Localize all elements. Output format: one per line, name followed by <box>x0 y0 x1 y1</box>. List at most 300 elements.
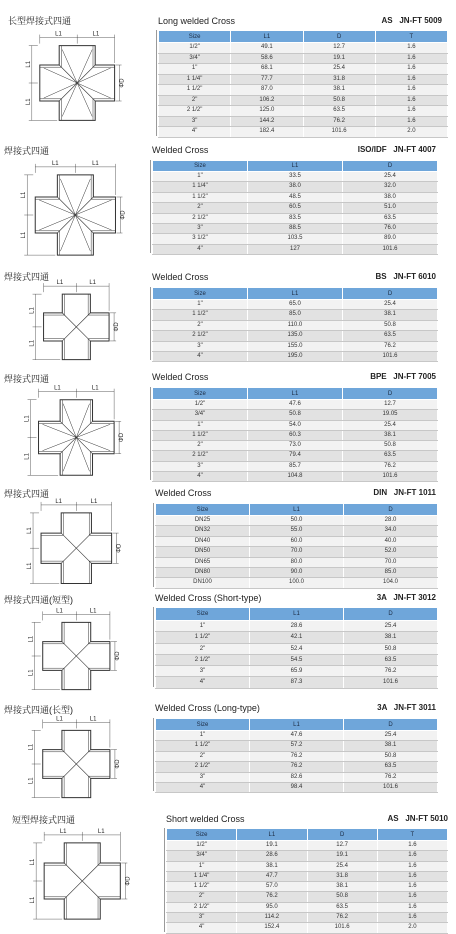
table-cell: 101.6 <box>303 127 375 138</box>
table-cell: 152.4 <box>237 923 307 933</box>
cross-drawing <box>16 280 132 362</box>
english-title: Welded Cross <box>152 372 209 382</box>
dimension-l1-label: L1 <box>51 160 59 167</box>
table-cell: 76.0 <box>343 224 438 234</box>
dimension-l1-label: L1 <box>55 498 63 505</box>
technical-drawing <box>24 826 136 926</box>
table-cell: 3" <box>159 116 231 127</box>
table-cell: 3" <box>153 224 248 234</box>
column-header: D <box>343 161 438 172</box>
standard-code: ISO/IDF JN-FT 4007 <box>357 145 436 154</box>
table-cell: 2" <box>156 643 250 654</box>
table-cell: 4" <box>153 244 248 254</box>
table-cell: 73.0 <box>248 441 343 451</box>
table-cell: 110.0 <box>248 320 343 330</box>
table-cell: 2 1/2" <box>159 106 231 117</box>
dimension-l1-label: L1 <box>29 307 36 314</box>
table-cell: 54.5 <box>250 654 344 665</box>
dimension-l1-label: L1 <box>28 777 35 785</box>
table-cell: 49.1 <box>231 43 303 54</box>
table-row <box>156 762 438 772</box>
column-header: L1 <box>250 504 344 516</box>
table-cell: 1.6 <box>375 85 447 96</box>
table-cell: 77.7 <box>231 74 303 85</box>
dimension-l1-label: L1 <box>30 896 37 904</box>
table-cell: 19.05 <box>343 410 438 420</box>
cross-drawing <box>14 160 132 260</box>
dimension-l1-label: L1 <box>27 562 34 570</box>
technical-drawing <box>16 280 132 362</box>
table-cell: 1.6 <box>375 64 447 75</box>
table-row <box>156 536 438 546</box>
table-cell: 101.6 <box>307 923 377 933</box>
table-row <box>153 331 438 341</box>
table-cell: 33.5 <box>248 172 343 182</box>
dimension-d-label: ΦD <box>114 651 121 661</box>
table-cell: 38.1 <box>343 430 438 440</box>
table-cell: 2 1/2" <box>153 331 248 341</box>
table-cell: 32.0 <box>343 182 438 192</box>
table-cell: 25.4 <box>307 861 377 871</box>
table-cell: 31.8 <box>307 871 377 881</box>
dimension-l1-label: L1 <box>25 98 32 106</box>
dimension-l1-label: L1 <box>89 608 97 615</box>
section-divider <box>153 718 154 791</box>
table-row <box>159 53 448 64</box>
english-title: Welded Cross (Long-type) <box>155 703 260 713</box>
table-row <box>167 902 448 912</box>
table-cell: 63.5 <box>343 331 438 341</box>
chinese-title: 焊接式四通(短型) <box>4 595 73 605</box>
table-cell: 4" <box>153 472 248 482</box>
column-header: L1 <box>248 288 343 300</box>
table-cell: 3" <box>156 772 250 782</box>
table-cell: 114.2 <box>237 913 307 923</box>
dimension-l1-label: L1 <box>55 31 62 38</box>
column-header: D <box>344 719 438 731</box>
column-header: Size <box>156 608 250 621</box>
spec-table <box>155 607 438 689</box>
table-row <box>153 310 438 320</box>
table-cell: 38.1 <box>307 882 377 892</box>
english-title: Long welded Cross <box>158 16 236 26</box>
table-cell: 2" <box>159 95 231 106</box>
table-cell: 1 1/2" <box>156 632 250 643</box>
dimension-l1-label: L1 <box>56 716 63 723</box>
table-cell: 104.8 <box>248 472 343 482</box>
chinese-title: 焊接式四通 <box>4 146 50 156</box>
table-row <box>159 43 448 54</box>
table-cell: 19.1 <box>237 841 307 851</box>
table-cell: 1/2" <box>159 43 231 54</box>
table-row <box>153 213 438 223</box>
table-cell: 125.0 <box>231 106 303 117</box>
table-cell: 76.2 <box>344 772 438 782</box>
column-header: D <box>307 829 377 841</box>
table-cell: 25.4 <box>344 731 438 741</box>
table-row <box>153 244 438 254</box>
table-cell: 1 1/4" <box>159 74 231 85</box>
table-row <box>153 172 438 182</box>
table-cell: 3/4" <box>153 410 248 420</box>
technical-drawing <box>16 608 132 692</box>
standard-code: 3A JN-FT 3011 <box>377 703 436 712</box>
column-header: Size <box>159 31 231 43</box>
dimension-d-label: ΦD <box>114 759 121 769</box>
table-cell: 195.0 <box>248 352 343 362</box>
table-cell: 76.2 <box>237 892 307 902</box>
table-cell: 12.7 <box>307 841 377 851</box>
dimension-l1-label: L1 <box>54 385 61 392</box>
table-cell: 1" <box>167 861 237 871</box>
table-row <box>156 643 438 654</box>
table-cell: 2" <box>153 441 248 451</box>
table-cell: 50.8 <box>343 320 438 330</box>
table-cell: 106.2 <box>231 95 303 106</box>
table-cell: 65.0 <box>248 300 343 310</box>
dimension-l1-label: L1 <box>24 453 31 460</box>
table-row <box>156 731 438 741</box>
table-cell: 38.1 <box>344 741 438 751</box>
table-cell: 1 1/4" <box>167 871 237 881</box>
table-row <box>156 568 438 578</box>
table-cell: 1" <box>153 420 248 430</box>
table-cell: 1.6 <box>375 95 447 106</box>
table-cell: 4" <box>156 783 250 793</box>
table-cell: 38.1 <box>343 310 438 320</box>
table-cell: 88.5 <box>248 224 343 234</box>
chinese-title: 焊接式四通(长型) <box>4 705 73 715</box>
table-cell: 50.8 <box>344 751 438 761</box>
table-cell: 89.0 <box>343 234 438 244</box>
spec-table <box>166 828 448 934</box>
table-cell: DN40 <box>156 536 250 546</box>
spec-table <box>152 387 438 482</box>
column-header: T <box>377 829 447 841</box>
technical-drawing <box>16 716 132 800</box>
cross-drawing <box>16 608 132 692</box>
section-divider <box>150 287 151 360</box>
column-header: L1 <box>248 161 343 172</box>
column-header: L1 <box>250 608 344 621</box>
table-cell: 76.2 <box>303 116 375 127</box>
table-cell: 4" <box>156 677 250 688</box>
table-cell: 1 1/2" <box>153 430 248 440</box>
table-cell: 60.5 <box>248 203 343 213</box>
dimension-l1-label: L1 <box>24 415 31 422</box>
table-row <box>153 192 438 202</box>
table-cell: 34.0 <box>344 526 438 536</box>
dimension-l1-label: L1 <box>28 635 35 643</box>
dimension-l1-label: L1 <box>59 828 67 835</box>
cross-drawing <box>24 826 136 926</box>
section-divider <box>164 828 165 932</box>
table-cell: 1.6 <box>377 851 447 861</box>
table-row <box>153 182 438 192</box>
table-cell: 1.6 <box>377 902 447 912</box>
table-cell: DN32 <box>156 526 250 536</box>
table-cell: 1" <box>153 300 248 310</box>
table-cell: 101.6 <box>343 352 438 362</box>
table-cell: 85.0 <box>248 310 343 320</box>
section-divider <box>150 387 151 480</box>
table-cell: 25.4 <box>344 621 438 632</box>
table-cell: 1.6 <box>377 871 447 881</box>
dimension-l1-label: L1 <box>28 743 35 751</box>
table-row <box>159 127 448 138</box>
table-cell: 1/2" <box>167 841 237 851</box>
table-cell: 1.6 <box>375 106 447 117</box>
table-row <box>153 300 438 310</box>
table-cell: 55.0 <box>250 526 344 536</box>
table-cell: 101.6 <box>343 472 438 482</box>
table-cell: 1.6 <box>375 43 447 54</box>
standard-code: AS JN-FT 5010 <box>387 814 448 823</box>
table-cell: DN50 <box>156 547 250 557</box>
table-row <box>153 461 438 471</box>
dimension-l1-label: L1 <box>25 60 32 68</box>
table-row <box>159 106 448 117</box>
table-cell: 1" <box>153 172 248 182</box>
table-cell: 2" <box>167 892 237 902</box>
dimension-l1-label: L1 <box>89 716 97 723</box>
table-row <box>156 783 438 793</box>
table-cell: 87.0 <box>231 85 303 96</box>
table-cell: 51.0 <box>343 203 438 213</box>
table-cell: 3" <box>153 461 248 471</box>
technical-drawing <box>16 498 132 586</box>
section-divider <box>153 503 154 587</box>
table-cell: 4" <box>159 127 231 138</box>
table-row <box>153 341 438 351</box>
dimension-l1-label: L1 <box>21 231 28 239</box>
dimension-l1-label: L1 <box>28 669 35 677</box>
column-header: Size <box>153 288 248 300</box>
table-cell: 95.0 <box>237 902 307 912</box>
table-cell: 48.5 <box>248 192 343 202</box>
table-cell: 57.0 <box>237 882 307 892</box>
dimension-l1-label: L1 <box>91 385 99 392</box>
table-cell: 70.0 <box>250 547 344 557</box>
table-cell: 50.8 <box>248 410 343 420</box>
table-cell: 1" <box>159 64 231 75</box>
table-cell: DN65 <box>156 557 250 567</box>
dimension-l1-label: L1 <box>56 608 63 615</box>
table-cell: 28.0 <box>344 516 438 526</box>
table-cell: 135.0 <box>248 331 343 341</box>
table-row <box>153 430 438 440</box>
column-header: Size <box>156 719 250 731</box>
table-cell: 3" <box>167 913 237 923</box>
table-cell: 63.5 <box>344 762 438 772</box>
column-header: Size <box>156 504 250 516</box>
table-cell: DN100 <box>156 578 250 588</box>
table-cell: DN25 <box>156 516 250 526</box>
table-cell: 104.0 <box>344 578 438 588</box>
table-row <box>159 64 448 75</box>
chinese-title: 长型焊接式四通 <box>8 16 72 26</box>
table-row <box>167 851 448 861</box>
table-cell: 52.0 <box>344 547 438 557</box>
technical-drawing <box>20 28 130 128</box>
table-cell: 90.0 <box>250 568 344 578</box>
table-row <box>159 116 448 127</box>
table-cell: 4" <box>153 352 248 362</box>
table-cell: 25.4 <box>343 420 438 430</box>
table-cell: 1.6 <box>375 116 447 127</box>
dimension-l1-label: L1 <box>29 339 36 347</box>
table-cell: 3/4" <box>167 851 237 861</box>
table-row <box>167 913 448 923</box>
table-cell: 12.7 <box>303 43 375 54</box>
dimension-d-label: ΦD <box>119 78 126 88</box>
table-cell: 1.6 <box>377 841 447 851</box>
table-row <box>156 666 438 677</box>
table-row <box>153 320 438 330</box>
dimension-l1-label: L1 <box>30 858 37 866</box>
column-header: Size <box>167 829 237 841</box>
table-cell: 2 1/2" <box>153 451 248 461</box>
english-title: Welded Cross <box>155 488 212 498</box>
table-cell: 2" <box>153 203 248 213</box>
table-cell: 1 1/4" <box>153 182 248 192</box>
table-cell: 19.1 <box>307 851 377 861</box>
column-header: L1 <box>231 31 303 43</box>
table-cell: 60.0 <box>250 536 344 546</box>
table-cell: 83.5 <box>248 213 343 223</box>
table-cell: 1" <box>156 731 250 741</box>
table-cell: 155.0 <box>248 341 343 351</box>
standard-code: BPE JN-FT 7005 <box>370 372 436 381</box>
english-title: Welded Cross <box>152 272 209 282</box>
table-cell: 38.1 <box>237 861 307 871</box>
table-row <box>167 841 448 851</box>
table-cell: 3/4" <box>159 53 231 64</box>
spec-table <box>155 503 438 589</box>
dimension-l1-label: L1 <box>56 280 64 287</box>
table-row <box>156 654 438 665</box>
column-header: D <box>343 288 438 300</box>
table-cell: 144.2 <box>231 116 303 127</box>
column-header: Size <box>153 161 248 172</box>
table-cell: 1.6 <box>377 913 447 923</box>
table-row <box>153 472 438 482</box>
table-row <box>156 516 438 526</box>
standard-code: 3A JN-FT 3012 <box>376 593 436 602</box>
table-cell: 12.7 <box>343 400 438 410</box>
table-row <box>156 751 438 761</box>
table-cell: 1 1/2" <box>167 882 237 892</box>
table-cell: 101.6 <box>343 244 438 254</box>
table-row <box>153 234 438 244</box>
table-row <box>153 203 438 213</box>
table-cell: 1 1/2" <box>153 310 248 320</box>
table-cell: 2 1/2" <box>156 654 250 665</box>
table-cell: 63.5 <box>303 106 375 117</box>
column-header: T <box>375 31 447 43</box>
dimension-l1-label: L1 <box>92 31 100 38</box>
dimension-l1-label: L1 <box>89 280 97 287</box>
table-cell: 79.4 <box>248 451 343 461</box>
spec-table <box>152 287 438 362</box>
table-cell: 1.6 <box>377 892 447 902</box>
table-row <box>156 557 438 567</box>
table-cell: 4" <box>167 923 237 933</box>
spec-table <box>158 30 448 138</box>
table-row <box>153 420 438 430</box>
table-cell: 63.5 <box>343 213 438 223</box>
table-cell: 28.6 <box>250 621 344 632</box>
table-cell: 82.6 <box>250 772 344 782</box>
table-row <box>156 677 438 688</box>
table-cell: 50.8 <box>307 892 377 902</box>
standard-code: BS JN-FT 6010 <box>375 272 436 281</box>
table-cell: 76.2 <box>343 341 438 351</box>
chinese-title: 焊接式四通 <box>4 489 50 499</box>
chinese-title: 焊接式四通 <box>4 272 50 282</box>
table-cell: 1" <box>156 621 250 632</box>
table-row <box>167 923 448 933</box>
table-cell: 3" <box>156 666 250 677</box>
table-cell: 28.6 <box>237 851 307 861</box>
standard-code: AS JN-FT 5009 <box>381 16 442 25</box>
table-cell: 76.2 <box>344 666 438 677</box>
table-row <box>153 352 438 362</box>
table-cell: 101.6 <box>344 783 438 793</box>
table-cell: 65.9 <box>250 666 344 677</box>
table-cell: 60.3 <box>248 430 343 440</box>
table-row <box>167 882 448 892</box>
table-row <box>167 892 448 902</box>
table-cell: 25.4 <box>343 300 438 310</box>
column-header: L1 <box>250 719 344 731</box>
table-row <box>159 95 448 106</box>
column-header: Size <box>153 388 248 400</box>
table-cell: 63.5 <box>307 902 377 912</box>
dimension-l1-label: L1 <box>21 191 28 199</box>
table-cell: 3" <box>153 341 248 351</box>
table-row <box>156 741 438 751</box>
table-cell: 52.4 <box>250 643 344 654</box>
dimension-d-label: ΦD <box>125 876 132 886</box>
table-cell: 1 1/2" <box>153 192 248 202</box>
table-cell: 2.0 <box>375 127 447 138</box>
table-cell: 57.2 <box>250 741 344 751</box>
table-row <box>167 871 448 881</box>
table-cell: 182.4 <box>231 127 303 138</box>
table-cell: 25.4 <box>303 64 375 75</box>
table-row <box>156 632 438 643</box>
dimension-d-label: ΦD <box>114 322 121 332</box>
table-cell: 1 1/2" <box>156 741 250 751</box>
table-cell: 2 1/2" <box>156 762 250 772</box>
table-row <box>153 451 438 461</box>
table-row <box>156 578 438 588</box>
table-cell: 2 1/2" <box>167 902 237 912</box>
table-cell: 63.5 <box>344 654 438 665</box>
cross-drawing <box>16 498 132 586</box>
table-cell: 1.6 <box>375 53 447 64</box>
table-cell: 25.4 <box>343 172 438 182</box>
english-title: Welded Cross <box>152 145 209 155</box>
table-row <box>156 547 438 557</box>
table-row <box>159 85 448 96</box>
dimension-l1-label: L1 <box>92 160 99 167</box>
dimension-d-label: ΦD <box>120 210 127 220</box>
table-cell: 1.6 <box>375 74 447 85</box>
table-cell: 100.0 <box>250 578 344 588</box>
column-header: L1 <box>248 388 343 400</box>
